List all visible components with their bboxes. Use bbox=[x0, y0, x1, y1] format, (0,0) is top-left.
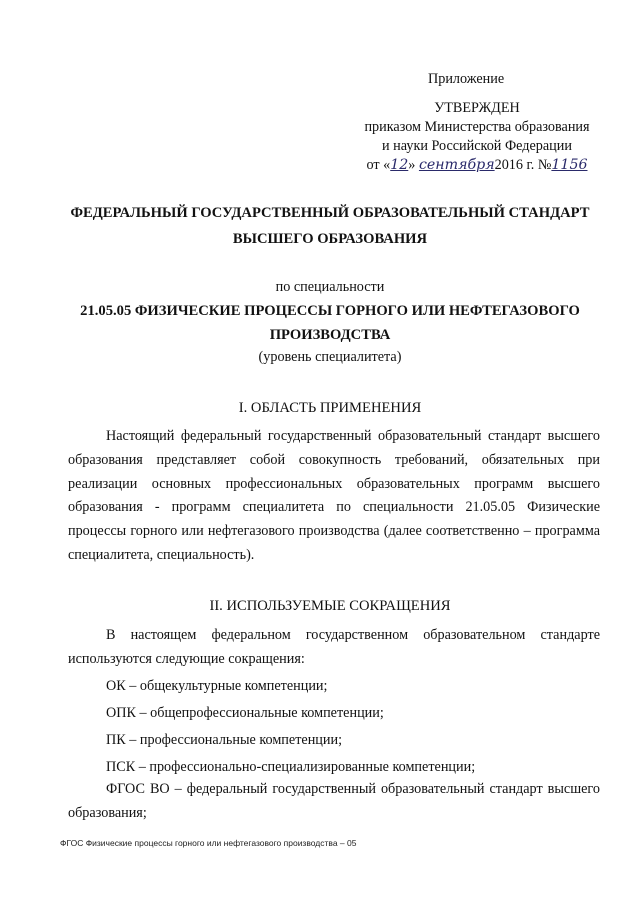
order-number: 1156 bbox=[551, 157, 588, 173]
appendix-label: Приложение bbox=[428, 71, 505, 87]
document-title bbox=[60, 200, 600, 252]
section-2-heading: II. ИСПОЛЬЗУЕМЫЕ СОКРАЩЕНИЯ bbox=[209, 598, 451, 614]
specialty-level: (уровень специалитета) bbox=[258, 349, 402, 365]
date-mid: » bbox=[408, 157, 416, 173]
abbreviation-item: ОК – общекультурные компетенции; bbox=[106, 678, 328, 694]
approval-block bbox=[342, 70, 612, 175]
page-footer: ФГОС Физические процессы горного или нефтегазового производства – 05 bbox=[60, 838, 357, 848]
date-year: 2016 г. № bbox=[494, 157, 552, 173]
order-line-1: приказом Министерства образования bbox=[364, 119, 590, 135]
order-line-2: и науки Российской Федерации bbox=[382, 138, 572, 154]
specialty-title bbox=[60, 299, 600, 347]
abbreviation-item: ПСК – профессионально-специализированные компетенции; bbox=[106, 759, 476, 775]
date-prefix: от « bbox=[366, 157, 391, 173]
date-day: 12 bbox=[390, 157, 409, 173]
date-month: сентября bbox=[418, 157, 495, 173]
abbreviation-item: ПК – профессиональные компетенции; bbox=[106, 732, 343, 748]
approved-label: УТВЕРЖДЕН bbox=[434, 100, 520, 116]
abbreviation-item-last: ФГОС ВО – федеральный государственный образовательный стандарт высшего образования; bbox=[68, 781, 600, 821]
title-line-1: ФЕДЕРАЛЬНЫЙ ГОСУДАРСТВЕННЫЙ ОБРАЗОВАТЕЛЬНЫЙ СТАНДАРТ bbox=[70, 205, 590, 221]
section-1-heading: I. ОБЛАСТЬ ПРИМЕНЕНИЯ bbox=[238, 400, 422, 416]
order-date-line bbox=[342, 156, 612, 175]
specialty-intro: по специальности bbox=[275, 279, 385, 295]
title-line-2: ВЫСШЕГО ОБРАЗОВАНИЯ bbox=[232, 231, 428, 247]
specialty-title-line-2: ПРОИЗВОДСТВА bbox=[269, 327, 391, 343]
specialty-title-line-1: 21.05.05 ФИЗИЧЕСКИЕ ПРОЦЕССЫ ГОРНОГО ИЛИ НЕФТЕГАЗОВОГО bbox=[80, 303, 580, 319]
abbreviation-item: ОПК – общепрофессиональные компетенции; bbox=[106, 705, 384, 721]
section-2-intro: В настоящем федеральном государственном образовательном стандарте используются следующие сокращения: bbox=[68, 627, 600, 667]
section-1-paragraph: Настоящий федеральный государственный образовательный стандарт высшего образования представляет собой совокупность требований, обязательных при реализации основных профессиональных образовательных программ высшего образования - программ специалитета по специальности 21.05.05 Физические процессы горного или нефтегазового производства (далее соответственно – программа специалитета, специальность). bbox=[68, 428, 600, 563]
